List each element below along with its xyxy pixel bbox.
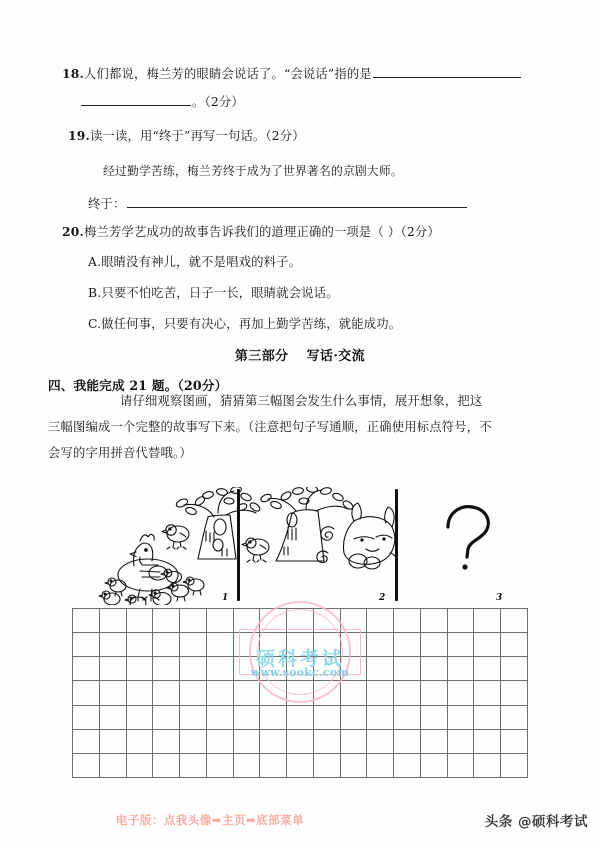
writing-grid-row — [73, 753, 528, 777]
writing-grid-cell[interactable] — [313, 609, 340, 633]
writing-grid-cell[interactable] — [394, 705, 421, 729]
writing-grid-row — [73, 705, 528, 729]
writing-grid-cell[interactable] — [287, 681, 314, 705]
panel-separator-2 — [395, 489, 398, 601]
writing-grid-cell[interactable] — [367, 705, 394, 729]
prompt-line-3: 会写的字用拼音代替哦。） — [48, 446, 192, 460]
writing-grid-row — [73, 609, 528, 633]
writing-grid-cell[interactable] — [73, 609, 100, 633]
question-20-number: 20. — [62, 224, 84, 239]
writing-grid-cell[interactable] — [126, 633, 153, 657]
writing-grid-cell[interactable] — [126, 609, 153, 633]
question-18-continuation: 。（2分） — [192, 95, 244, 109]
writing-grid-cell[interactable] — [394, 729, 421, 753]
writing-grid-cell[interactable] — [367, 609, 394, 633]
panel-number-2: 2 — [379, 593, 386, 603]
section-four-prompt — [48, 388, 556, 466]
question-18-number: 18. — [62, 66, 84, 81]
writing-grid-cell[interactable] — [206, 681, 233, 705]
writing-grid-cell[interactable] — [180, 729, 207, 753]
story-illustration — [96, 487, 506, 605]
writing-grid-cell[interactable] — [180, 681, 207, 705]
writing-grid-cell[interactable] — [394, 753, 421, 777]
panel-number-3: 3 — [496, 593, 503, 603]
writing-grid-cell[interactable] — [126, 729, 153, 753]
writing-grid-cell[interactable] — [153, 705, 180, 729]
writing-grid-cell[interactable] — [340, 705, 367, 729]
writing-grid-cell[interactable] — [313, 681, 340, 705]
part-three-subtitle: 写话·交流 — [306, 349, 366, 364]
writing-grid-cell[interactable] — [474, 657, 501, 681]
writing-grid-cell[interactable] — [99, 609, 126, 633]
section-four-heading: 四、我能完成 21 题。（20分） — [48, 378, 228, 393]
writing-grid-cell[interactable] — [420, 729, 447, 753]
writing-grid-cell[interactable] — [260, 729, 287, 753]
writing-grid-cell[interactable] — [394, 609, 421, 633]
writing-grid-cell[interactable] — [313, 633, 340, 657]
writing-grid-cell[interactable] — [180, 633, 207, 657]
writing-grid-cell[interactable] — [447, 753, 474, 777]
writing-grid-cell[interactable] — [340, 681, 367, 705]
writing-grid-cell[interactable] — [420, 705, 447, 729]
writing-grid-cell[interactable] — [99, 633, 126, 657]
question-18-line1 — [62, 64, 522, 82]
writing-grid-cell[interactable] — [501, 729, 528, 753]
writing-grid-cell[interactable] — [447, 609, 474, 633]
writing-grid-table[interactable] — [72, 608, 528, 778]
writing-grid-cell[interactable] — [287, 705, 314, 729]
writing-grid-cell[interactable] — [233, 609, 260, 633]
footer-note: 电子版：点我头像➡主页➡底部菜单 — [115, 813, 305, 827]
writing-grid-cell[interactable] — [420, 681, 447, 705]
writing-grid-cell[interactable] — [126, 705, 153, 729]
writing-grid-cell[interactable] — [99, 705, 126, 729]
writing-grid-cell[interactable] — [340, 753, 367, 777]
writing-grid-cell[interactable] — [474, 681, 501, 705]
footer-brand: 头条 @硕科考试 — [484, 814, 588, 830]
panel-2-art — [242, 487, 397, 569]
writing-grid-cell[interactable] — [180, 705, 207, 729]
writing-grid-cell[interactable] — [153, 753, 180, 777]
panel-3-art — [448, 507, 488, 570]
writing-grid-cell[interactable] — [233, 729, 260, 753]
writing-grid-cell[interactable] — [260, 633, 287, 657]
writing-grid-cell[interactable] — [206, 633, 233, 657]
question-20-option-b[interactable]: B.只要不怕吃苦，日子一长，眼睛就会说话。 — [88, 286, 339, 300]
writing-grid-cell[interactable] — [233, 681, 260, 705]
writing-grid-cell[interactable] — [287, 633, 314, 657]
writing-grid-cell[interactable] — [153, 609, 180, 633]
writing-grid-cell[interactable] — [73, 633, 100, 657]
chick — [183, 577, 204, 595]
writing-grid-cell[interactable] — [206, 753, 233, 777]
writing-grid-row — [73, 681, 528, 705]
writing-grid-cell[interactable] — [99, 729, 126, 753]
chick — [167, 583, 189, 601]
writing-grid-cell[interactable] — [420, 633, 447, 657]
writing-grid-cell[interactable] — [313, 753, 340, 777]
writing-grid-cell[interactable] — [474, 609, 501, 633]
writing-grid-cell[interactable] — [260, 609, 287, 633]
writing-grid-cell[interactable] — [260, 681, 287, 705]
writing-grid-cell[interactable] — [367, 729, 394, 753]
watermark-url: www.sookc.com — [250, 666, 350, 679]
question-19-line — [68, 128, 305, 144]
question-20-option-c[interactable]: C.做任何事，只要有决心，再加上勤学苦练，就能成功。 — [88, 317, 402, 331]
writing-grid[interactable] — [72, 608, 528, 778]
writing-grid-cell[interactable] — [340, 609, 367, 633]
question-19-answer-label: 终于： — [88, 197, 126, 211]
writing-grid-cell[interactable] — [394, 657, 421, 681]
answer-blank[interactable] — [127, 194, 467, 208]
writing-grid-cell[interactable] — [206, 729, 233, 753]
prompt-line-2: 三幅图编成一个完整的故事写下来。（注意把句子写通顺，正确使用标点符号，不 — [48, 420, 492, 434]
writing-grid-cell[interactable] — [474, 705, 501, 729]
writing-grid-cell[interactable] — [420, 657, 447, 681]
writing-grid-cell[interactable] — [394, 633, 421, 657]
writing-grid-cell[interactable] — [501, 705, 528, 729]
writing-grid-cell[interactable] — [73, 753, 100, 777]
watermark-text: 硕科考试 — [255, 648, 345, 670]
illustration-drawing — [96, 487, 506, 605]
writing-grid-cell[interactable] — [73, 729, 100, 753]
writing-grid-cell[interactable] — [233, 633, 260, 657]
writing-grid-cell[interactable] — [180, 609, 207, 633]
question-20-option-a[interactable]: A.眼睛没有神儿，就不是唱戏的料子。 — [88, 255, 302, 269]
writing-grid-cell[interactable] — [367, 681, 394, 705]
question-19-example: 经过勤学苦练，梅兰芳终于成为了世界著名的京剧大师。 — [103, 164, 403, 178]
writing-grid-cell[interactable] — [313, 657, 340, 681]
writing-grid-cell[interactable] — [99, 753, 126, 777]
writing-grid-cell[interactable] — [474, 633, 501, 657]
writing-grid-cell[interactable] — [99, 657, 126, 681]
writing-grid-cell[interactable] — [287, 729, 314, 753]
question-19-text: 读一读，用“终于”再写一句话。（2分） — [90, 129, 305, 143]
question-18-line2 — [80, 92, 244, 110]
writing-grid-cell[interactable] — [73, 657, 100, 681]
writing-grid-cell[interactable] — [233, 705, 260, 729]
writing-grid-cell[interactable] — [340, 729, 367, 753]
writing-grid-cell[interactable] — [420, 753, 447, 777]
question-19-answer-row — [88, 194, 468, 212]
writing-grid-cell[interactable] — [474, 753, 501, 777]
writing-grid-cell[interactable] — [206, 657, 233, 681]
writing-grid-cell[interactable] — [474, 729, 501, 753]
writing-grid-cell[interactable] — [367, 633, 394, 657]
question-19-number: 19. — [68, 128, 90, 143]
writing-grid-cell[interactable] — [260, 705, 287, 729]
writing-grid-cell[interactable] — [180, 657, 207, 681]
panel-number-1: 1 — [222, 593, 229, 603]
writing-grid-cell[interactable] — [73, 681, 100, 705]
chick — [149, 590, 171, 605]
writing-grid-cell[interactable] — [206, 705, 233, 729]
part-three-heading — [0, 345, 600, 364]
writing-grid-row — [73, 729, 528, 753]
writing-grid-cell[interactable] — [447, 633, 474, 657]
writing-grid-cell[interactable] — [447, 681, 474, 705]
prompt-line-1: 请仔细观察图画，猜猜第三幅图会发生什么事情，展开想象，把这 — [120, 394, 483, 408]
writing-grid-cell[interactable] — [447, 705, 474, 729]
writing-grid-cell[interactable] — [287, 657, 314, 681]
writing-grid-cell[interactable] — [340, 633, 367, 657]
writing-grid-cell[interactable] — [367, 753, 394, 777]
writing-grid-cell[interactable] — [394, 681, 421, 705]
writing-grid-cell[interactable] — [501, 681, 528, 705]
writing-grid-cell[interactable] — [153, 633, 180, 657]
writing-grid-cell[interactable] — [501, 633, 528, 657]
writing-grid-cell[interactable] — [153, 681, 180, 705]
writing-grid-cell[interactable] — [501, 609, 528, 633]
writing-grid-cell[interactable] — [420, 609, 447, 633]
writing-grid-cell[interactable] — [313, 705, 340, 729]
panel-separator-1 — [237, 489, 240, 601]
writing-grid-cell[interactable] — [233, 657, 260, 681]
writing-grid-cell[interactable] — [260, 753, 287, 777]
writing-grid-cell[interactable] — [73, 705, 100, 729]
writing-grid-cell[interactable] — [180, 753, 207, 777]
question-20-stem-row — [62, 224, 440, 240]
chick — [99, 591, 120, 605]
answer-blank[interactable] — [373, 64, 521, 78]
writing-grid-cell[interactable] — [126, 753, 153, 777]
writing-grid-cell[interactable] — [447, 657, 474, 681]
writing-grid-cell[interactable] — [126, 681, 153, 705]
writing-grid-cell[interactable] — [99, 681, 126, 705]
writing-grid-cell[interactable] — [340, 657, 367, 681]
writing-grid-cell[interactable] — [447, 729, 474, 753]
question-18-text: 人们都说，梅兰芳的眼睛会说话了。“会说话”指的是 — [84, 67, 372, 81]
writing-grid-cell[interactable] — [206, 609, 233, 633]
writing-grid-cell[interactable] — [153, 657, 180, 681]
part-three-title: 第三部分 — [234, 349, 289, 364]
writing-grid-cell[interactable] — [287, 753, 314, 777]
writing-grid-row — [73, 657, 528, 681]
writing-grid-cell[interactable] — [313, 729, 340, 753]
writing-grid-cell[interactable] — [126, 657, 153, 681]
answer-blank[interactable] — [81, 92, 191, 106]
writing-grid-cell[interactable] — [287, 609, 314, 633]
writing-grid-cell[interactable] — [260, 657, 287, 681]
writing-grid-body — [73, 609, 528, 778]
question-20-stem: 梅兰芳学艺成功的故事告诉我们的道理正确的一项是（ ）（2分） — [84, 225, 440, 239]
writing-grid-cell[interactable] — [367, 657, 394, 681]
writing-grid-row — [73, 633, 528, 657]
writing-grid-cell[interactable] — [501, 657, 528, 681]
writing-grid-cell[interactable] — [501, 753, 528, 777]
writing-grid-cell[interactable] — [233, 753, 260, 777]
writing-grid-cell[interactable] — [153, 729, 180, 753]
